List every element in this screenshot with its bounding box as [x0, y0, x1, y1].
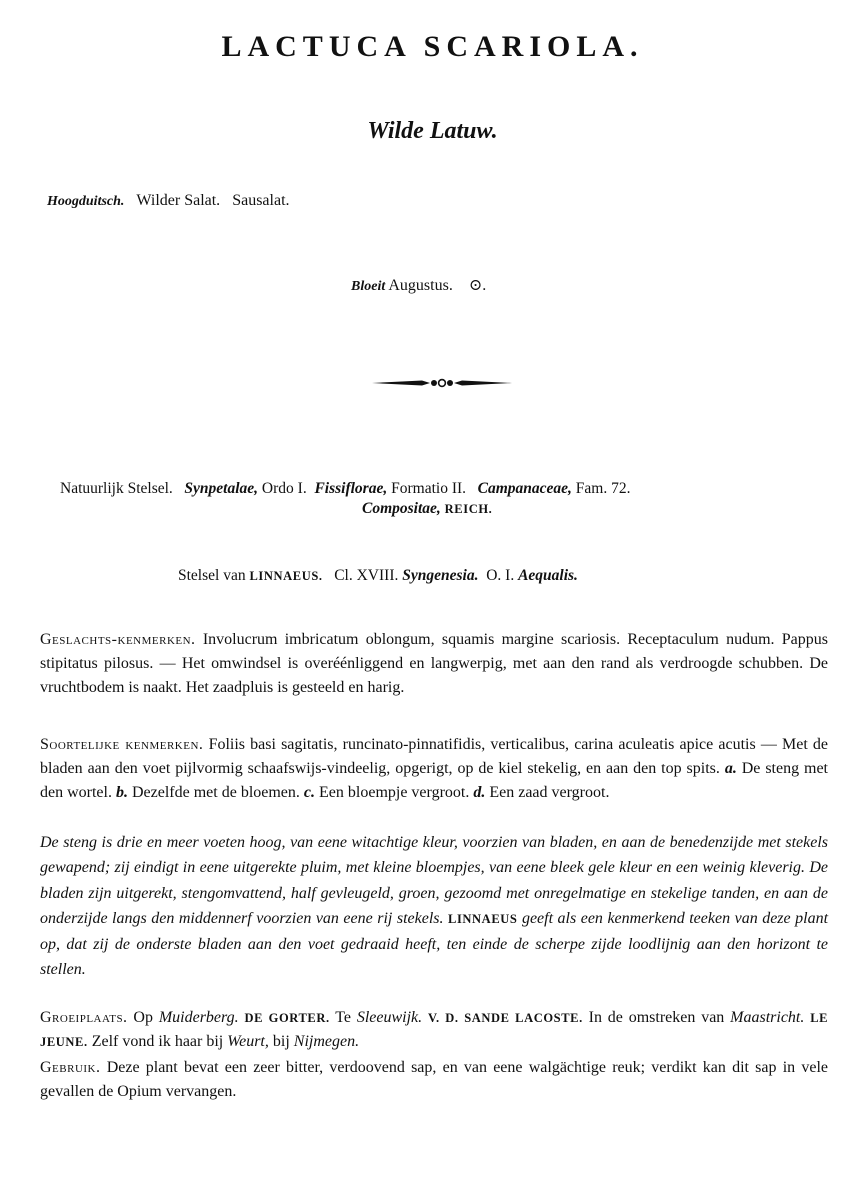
use-section [40, 1056, 828, 1104]
compositae-line [362, 500, 492, 518]
use-label: Gebruik. [40, 1059, 101, 1076]
habitat-text-3: In de omstreken van [588, 1009, 725, 1026]
plant-description [40, 830, 828, 983]
habitat-place-5: Nijmegen. [293, 1033, 360, 1050]
figure-c-caption: Een bloempje vergroot. [319, 784, 470, 801]
linnaeus-name: LINNAEUS. [249, 569, 323, 583]
aequalis: Aequalis. [518, 567, 578, 584]
figure-d-letter: d. [473, 784, 486, 801]
genus-text: Involucrum imbricatum oblongum, squamis margine scariosis. Receptaculum nudum. Pappus stipitatus pilosus. — Het omwindsel is overéénliggend en langwerpig, met aan den rand als verdroogde schubben. De vruchtbodem is naakt. Het zaadpluis is gesteeld en harig. [40, 631, 829, 696]
habitat-place-2: Sleeuwijk. [356, 1009, 423, 1026]
species-characteristics [40, 733, 828, 805]
annual-symbol: ⊙. [468, 277, 487, 294]
natural-system-line [60, 480, 630, 498]
habitat-text-1: Op [133, 1009, 153, 1026]
german-name-2: Sausalat. [232, 192, 290, 209]
page-title: LACTUCA SCARIOLA. [221, 30, 644, 63]
species-label: Soortelijke kenmerken. [40, 736, 204, 753]
habitat-person-1: DE GORTER. [244, 1011, 330, 1025]
habitat-text-4: Zelf vond ik haar bij [91, 1033, 224, 1050]
habitat-label: Groeiplaats. [40, 1009, 128, 1026]
description-linnaeus: LINNAEUS [448, 911, 518, 926]
ordo: Ordo I. [261, 480, 307, 497]
habitat-text-5: bij [272, 1033, 290, 1050]
figure-b-caption: Dezelfde met de bloemen. [131, 784, 300, 801]
german-label: Hoogduitsch. [47, 194, 125, 209]
order-number: O. I. [486, 567, 515, 584]
formatio: Formatio II. [391, 480, 467, 497]
compositae: Compositae, [362, 500, 441, 517]
syngenesia: Syngenesia. [402, 567, 479, 584]
figure-d-caption: Een zaad vergroot. [489, 784, 610, 801]
linnaeus-system-label: Stelsel van [178, 567, 246, 584]
habitat-place-3: Maastricht. [730, 1009, 805, 1026]
page-subtitle: Wilde Latuw. [367, 118, 498, 144]
species-text: Foliis basi sagitatis, runcinato-pinnatifidis, verticalibus, carina aculeatis apice acutis — Met de bladen aan den voet pijlvormig schaafswijs-vindeelig, opgerigt, op de kiel stekelig, en aan den top spits. [40, 736, 829, 777]
habitat-place-4: Weurt, [227, 1033, 269, 1050]
use-text: Deze plant bevat een zeer bitter, verdoovend sap, en van eene walgächtige reuk; verdikt kan dit sap in vele gevallen de Opium vervangen. [40, 1059, 829, 1100]
description-part-1: De steng is drie en meer voeten hoog, van eene witachtige kleur, voorzien van bladen, en aan de benedenzijde met stekels gewapend; zij eindigt in eene uitgerekte pluim, met kleine bloempjes, van eene bleek gele kleur en een weinig kleverig. De bladen zijn uitgerekt, stengomvattend, half gevleugeld, groen, gezoomd met onregelmatige en stekelige tanden, en aan de onderzijde langs den middennerf voorzien van eene rij stekels. [40, 834, 828, 927]
habitat-person-2: V. D. SANDE LACOSTE. [428, 1011, 583, 1025]
ornamental-divider [372, 376, 512, 390]
reich-author: REICH. [444, 502, 493, 516]
figure-b-letter: b. [115, 784, 128, 801]
flowering-month: Augustus. [388, 277, 453, 294]
flowering-label: Bloeit [351, 279, 386, 294]
habitat-text-2: Te [335, 1009, 351, 1026]
fissiflorae: Fissiflorae, [314, 480, 388, 497]
habitat-place-1: Muiderberg. [158, 1009, 239, 1026]
campanaceae: Campanaceae, [477, 480, 572, 497]
figure-a-caption: De steng met den wortel. [40, 760, 828, 801]
genus-characteristics [40, 628, 828, 700]
linnaeus-system-line [178, 567, 578, 585]
family-number: Fam. 72. [575, 480, 631, 497]
habitat-section [40, 1006, 828, 1054]
german-names-line [47, 192, 290, 210]
class-number: Cl. XVIII. [334, 567, 399, 584]
genus-label: Geslachts-kenmerken. [40, 631, 196, 648]
synpetalae: Synpetalae, [184, 480, 259, 497]
figure-a-letter: a. [724, 760, 737, 777]
natural-system-label: Natuurlijk Stelsel. [60, 480, 173, 497]
habitat-person-3: LE JEUNE. [40, 1011, 829, 1049]
figure-c-letter: c. [303, 784, 316, 801]
description-part-2: geeft als een kenmerkend teeken van deze plant op, dat zij de onderste bladen aan den voet gedraaid heeft, ten einde de scherpe zijde loodlijnig aan den horizont te stellen. [40, 909, 829, 979]
flowering-line [351, 275, 486, 295]
german-name-1: Wilder Salat. [136, 192, 221, 209]
